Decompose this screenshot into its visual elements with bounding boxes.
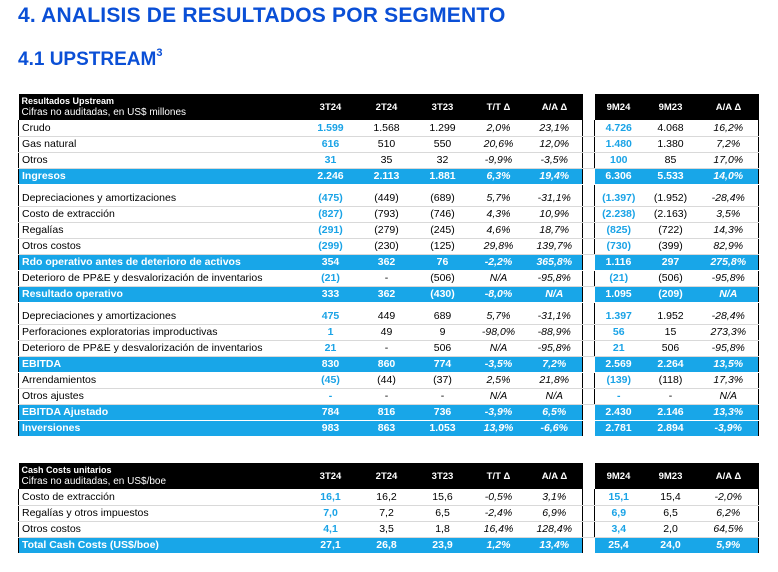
subsection-title [18,47,162,71]
cell-value: 24,0 [643,537,699,553]
cell-value: N/A [471,388,527,404]
cell-value: (1.397) [595,190,643,206]
table-row [19,356,759,372]
header-row [19,463,759,476]
cell-value: 1,8 [415,521,471,537]
cell-value: 816 [359,404,415,420]
table-row [19,404,759,420]
column-gap [583,489,595,505]
column-gap [583,254,595,270]
cell-value: 2,0 [643,521,699,537]
cell-value: 13,9% [471,420,527,436]
cell-value: N/A [699,388,759,404]
cell-value: -95,8% [527,340,583,356]
cell-value: 3,5% [699,206,759,222]
cell-value: (291) [303,222,359,238]
cell-value: -3,9% [471,404,527,420]
cell-value: 35 [359,152,415,168]
cell-value: -95,8% [699,340,759,356]
cell-value: 4,6% [471,222,527,238]
cell-value: 13,5% [699,356,759,372]
cell-value: 3,1% [527,489,583,505]
cell-value: - [643,388,699,404]
cell-value: 1.397 [595,308,643,324]
cell-value: 16,2 [359,489,415,505]
cell-value: 76 [415,254,471,270]
cell-value: 10,9% [527,206,583,222]
cell-value: 7,2% [527,356,583,372]
cell-value: 13,4% [527,537,583,553]
cell-value: 16,2% [699,120,759,136]
table-subtitle: Cifras no auditadas, en US$ millones [19,107,303,120]
column-gap [583,340,595,356]
column-header: A/A Δ [527,94,583,120]
cell-value: 21,8% [527,372,583,388]
cell-value: 17,3% [699,372,759,388]
cell-value: 2.430 [595,404,643,420]
cell-value: 2.894 [643,420,699,436]
cell-value: (209) [643,286,699,302]
cell-value: -0,5% [471,489,527,505]
cell-value: 6,9 [595,505,643,521]
cell-value: 4.726 [595,120,643,136]
cell-value: (125) [415,238,471,254]
cell-value: 3,4 [595,521,643,537]
column-gap [583,168,595,184]
cell-value: 1.568 [359,120,415,136]
cell-value: 6,2% [699,505,759,521]
cell-value: 19,4% [527,168,583,184]
cell-value: 784 [303,404,359,420]
cell-value: 273,3% [699,324,759,340]
cell-value: 56 [595,324,643,340]
table-row [19,222,759,238]
cell-value: (506) [643,270,699,286]
table-row [19,388,759,404]
cell-value: 550 [415,136,471,152]
column-gap [583,94,595,120]
cell-value: 2.264 [643,356,699,372]
cell-value: 275,8% [699,254,759,270]
column-gap [583,463,595,489]
column-header: A/A Δ [527,463,583,489]
cell-value: 365,8% [527,254,583,270]
column-header: 3T23 [415,94,471,120]
cell-value: 64,5% [699,521,759,537]
row-label: Otros [19,152,303,168]
cell-value: - [595,388,643,404]
column-gap [583,286,595,302]
cell-value: 49 [359,324,415,340]
cell-value: (746) [415,206,471,222]
cell-value: (21) [595,270,643,286]
cash-costs-table [18,463,759,554]
cell-value: 6,9% [527,505,583,521]
cell-value: N/A [699,286,759,302]
cell-value: -2,4% [471,505,527,521]
table-row [19,120,759,136]
column-header: A/A Δ [699,94,759,120]
column-gap [583,190,595,206]
row-label: Rdo operativo antes de deterioro de activos [19,254,303,270]
row-label: EBITDA [19,356,303,372]
cell-value: 21 [595,340,643,356]
row-label: EBITDA Ajustado [19,404,303,420]
cell-value: -28,4% [699,190,759,206]
table-row [19,168,759,184]
column-header: 9M23 [643,94,699,120]
cell-value: 3,5 [359,521,415,537]
cell-value: 15,1 [595,489,643,505]
cell-value: 1.299 [415,120,471,136]
row-label: Otros costos [19,521,303,537]
cell-value: 18,7% [527,222,583,238]
cell-value: 100 [595,152,643,168]
table-row [19,136,759,152]
table-row [19,286,759,302]
cell-value: 1.116 [595,254,643,270]
column-gap [583,120,595,136]
table-row [19,270,759,286]
table-row [19,505,759,521]
column-gap [583,308,595,324]
cell-value: (2.238) [595,206,643,222]
cell-value: 475 [303,308,359,324]
cell-value: 2.113 [359,168,415,184]
upstream-results-table [18,94,759,437]
cell-value: 29,8% [471,238,527,254]
cell-value: 616 [303,136,359,152]
column-header: 2T24 [359,94,415,120]
cell-value: (279) [359,222,415,238]
row-label: Total Cash Costs (US$/boe) [19,537,303,553]
cell-value: -6,6% [527,420,583,436]
row-label: Regalías [19,222,303,238]
cell-value: 333 [303,286,359,302]
table-row [19,254,759,270]
row-label: Otros costos [19,238,303,254]
cell-value: - [359,270,415,286]
cell-value: 1.881 [415,168,471,184]
cell-value: 23,9 [415,537,471,553]
cell-value: N/A [471,340,527,356]
cell-value: - [303,388,359,404]
row-label: Perforaciones exploratorias improductivas [19,324,303,340]
cell-value: 362 [359,254,415,270]
cell-value: (399) [643,238,699,254]
cell-value: 2.569 [595,356,643,372]
cell-value: 13,3% [699,404,759,420]
cell-value: (449) [359,190,415,206]
table-row [19,521,759,537]
column-gap [583,420,595,436]
cell-value: (722) [643,222,699,238]
column-header: A/A Δ [699,463,759,489]
cell-value: 449 [359,308,415,324]
row-label: Arrendamientos [19,372,303,388]
cell-value: 15,6 [415,489,471,505]
table-title: Resultados Upstream [19,94,303,107]
column-header: 3T24 [303,94,359,120]
cell-value: -28,4% [699,308,759,324]
footnote-mark: 3 [156,47,163,59]
cell-value: 297 [643,254,699,270]
cell-value: (2.163) [643,206,699,222]
cell-value: -95,8% [527,270,583,286]
cell-value: 25,4 [595,537,643,553]
cell-value: 860 [359,356,415,372]
cell-value: 12,0% [527,136,583,152]
cell-value: 4,1 [303,521,359,537]
cell-value: (44) [359,372,415,388]
column-gap [583,356,595,372]
cell-value: 2,0% [471,120,527,136]
cell-value: -88,9% [527,324,583,340]
cell-value: 5,7% [471,190,527,206]
header-row [19,94,759,107]
cell-value: 736 [415,404,471,420]
cell-value: 1.380 [643,136,699,152]
table-row [19,308,759,324]
cell-value: -95,8% [699,270,759,286]
cell-value: 7,2% [699,136,759,152]
cell-value: -9,9% [471,152,527,168]
column-gap [583,372,595,388]
cell-value: N/A [527,286,583,302]
column-gap [583,521,595,537]
cell-value: (506) [415,270,471,286]
table-row [19,537,759,553]
cell-value: 128,4% [527,521,583,537]
cell-value: 510 [359,136,415,152]
column-header: 3T23 [415,463,471,489]
row-label: Otros ajustes [19,388,303,404]
row-label: Ingresos [19,168,303,184]
column-gap [583,222,595,238]
cell-value: 6,3% [471,168,527,184]
row-label: Deterioro de PP&E y desvalorización de inventarios [19,340,303,356]
column-header: T/T Δ [471,94,527,120]
cell-value: - [359,388,415,404]
row-label: Resultado operativo [19,286,303,302]
column-header: 3T24 [303,463,359,489]
cell-value: 7,0 [303,505,359,521]
cell-value: 27,1 [303,537,359,553]
column-gap [583,505,595,521]
cell-value: 23,1% [527,120,583,136]
column-gap [583,152,595,168]
table-row [19,340,759,356]
cell-value: 31 [303,152,359,168]
cell-value: 1.480 [595,136,643,152]
cell-value: -98,0% [471,324,527,340]
column-gap [583,537,595,553]
section-title: 4. ANALISIS DE RESULTADOS POR SEGMENTO [18,4,506,27]
cell-value: 1.095 [595,286,643,302]
row-label: Regalías y otros impuestos [19,505,303,521]
cell-value: -8,0% [471,286,527,302]
cell-value: 6,5 [415,505,471,521]
cell-value: N/A [527,388,583,404]
cell-value: 362 [359,286,415,302]
row-label: Costo de extracción [19,489,303,505]
cell-value: 9 [415,324,471,340]
column-gap [583,404,595,420]
cell-value: 506 [643,340,699,356]
row-label: Inversiones [19,420,303,436]
table-row [19,152,759,168]
cell-value: 2.246 [303,168,359,184]
cell-value: 16,1 [303,489,359,505]
table-row [19,324,759,340]
cell-value: (118) [643,372,699,388]
cell-value: 26,8 [359,537,415,553]
cell-value: -2,0% [699,489,759,505]
cell-value: 7,2 [359,505,415,521]
table-title: Cash Costs unitarios [19,463,303,476]
cell-value: 5,7% [471,308,527,324]
cell-value: (139) [595,372,643,388]
cell-value: -31,1% [527,190,583,206]
cell-value: 2.146 [643,404,699,420]
cell-value: (230) [359,238,415,254]
cell-value: 6.306 [595,168,643,184]
table-row [19,489,759,505]
cell-value: (730) [595,238,643,254]
cell-value: 16,4% [471,521,527,537]
cell-value: 830 [303,356,359,372]
column-gap [583,136,595,152]
cell-value: (793) [359,206,415,222]
cell-value: 5,9% [699,537,759,553]
cell-value: 4.068 [643,120,699,136]
cell-value: 1.053 [415,420,471,436]
cell-value: N/A [471,270,527,286]
cell-value: (21) [303,270,359,286]
column-gap [583,324,595,340]
row-label: Deterioro de PP&E y desvalorización de inventarios [19,270,303,286]
cell-value: 1,2% [471,537,527,553]
row-label: Costo de extracción [19,206,303,222]
cell-value: 1.599 [303,120,359,136]
column-header: 9M24 [595,463,643,489]
cell-value: 15,4 [643,489,699,505]
cell-value: 689 [415,308,471,324]
cell-value: -3,5% [471,356,527,372]
cell-value: 4,3% [471,206,527,222]
cell-value: 139,7% [527,238,583,254]
cell-value: (37) [415,372,471,388]
cell-value: (430) [415,286,471,302]
cell-value: 20,6% [471,136,527,152]
cell-value: 1.952 [643,308,699,324]
cell-value: 17,0% [699,152,759,168]
column-header: T/T Δ [471,463,527,489]
cell-value: - [359,340,415,356]
cell-value: 506 [415,340,471,356]
cell-value: 2.781 [595,420,643,436]
cell-value: 6,5% [527,404,583,420]
subsection-text: 4.1 UPSTREAM [18,49,157,70]
cell-value: -3,9% [699,420,759,436]
cell-value: 21 [303,340,359,356]
table-row [19,372,759,388]
cell-value: 6,5 [643,505,699,521]
cell-value: (1.952) [643,190,699,206]
table-row [19,420,759,436]
cell-value: (45) [303,372,359,388]
row-label: Gas natural [19,136,303,152]
cell-value: 82,9% [699,238,759,254]
cell-value: -2,2% [471,254,527,270]
cell-value: (475) [303,190,359,206]
cell-value: 983 [303,420,359,436]
column-header: 9M24 [595,94,643,120]
cell-value: -3,5% [527,152,583,168]
cell-value: 1 [303,324,359,340]
cell-value: 14,3% [699,222,759,238]
cell-value: (825) [595,222,643,238]
cell-value: (245) [415,222,471,238]
cell-value: - [415,388,471,404]
row-label: Depreciaciones y amortizaciones [19,190,303,206]
column-gap [583,206,595,222]
table-row [19,206,759,222]
cell-value: 2,5% [471,372,527,388]
cell-value: (827) [303,206,359,222]
cell-value: (689) [415,190,471,206]
cell-value: 85 [643,152,699,168]
cell-value: 32 [415,152,471,168]
cell-value: 774 [415,356,471,372]
table-subtitle: Cifras no auditadas, en US$/boe [19,476,303,489]
column-gap [583,388,595,404]
cell-value: 354 [303,254,359,270]
cell-value: -31,1% [527,308,583,324]
column-header: 2T24 [359,463,415,489]
column-header: 9M23 [643,463,699,489]
cell-value: 14,0% [699,168,759,184]
row-label: Crudo [19,120,303,136]
cell-value: 15 [643,324,699,340]
table-row [19,238,759,254]
column-gap [583,270,595,286]
cell-value: 863 [359,420,415,436]
table-row [19,190,759,206]
cell-value: 5.533 [643,168,699,184]
column-gap [583,238,595,254]
cell-value: (299) [303,238,359,254]
row-label: Depreciaciones y amortizaciones [19,308,303,324]
